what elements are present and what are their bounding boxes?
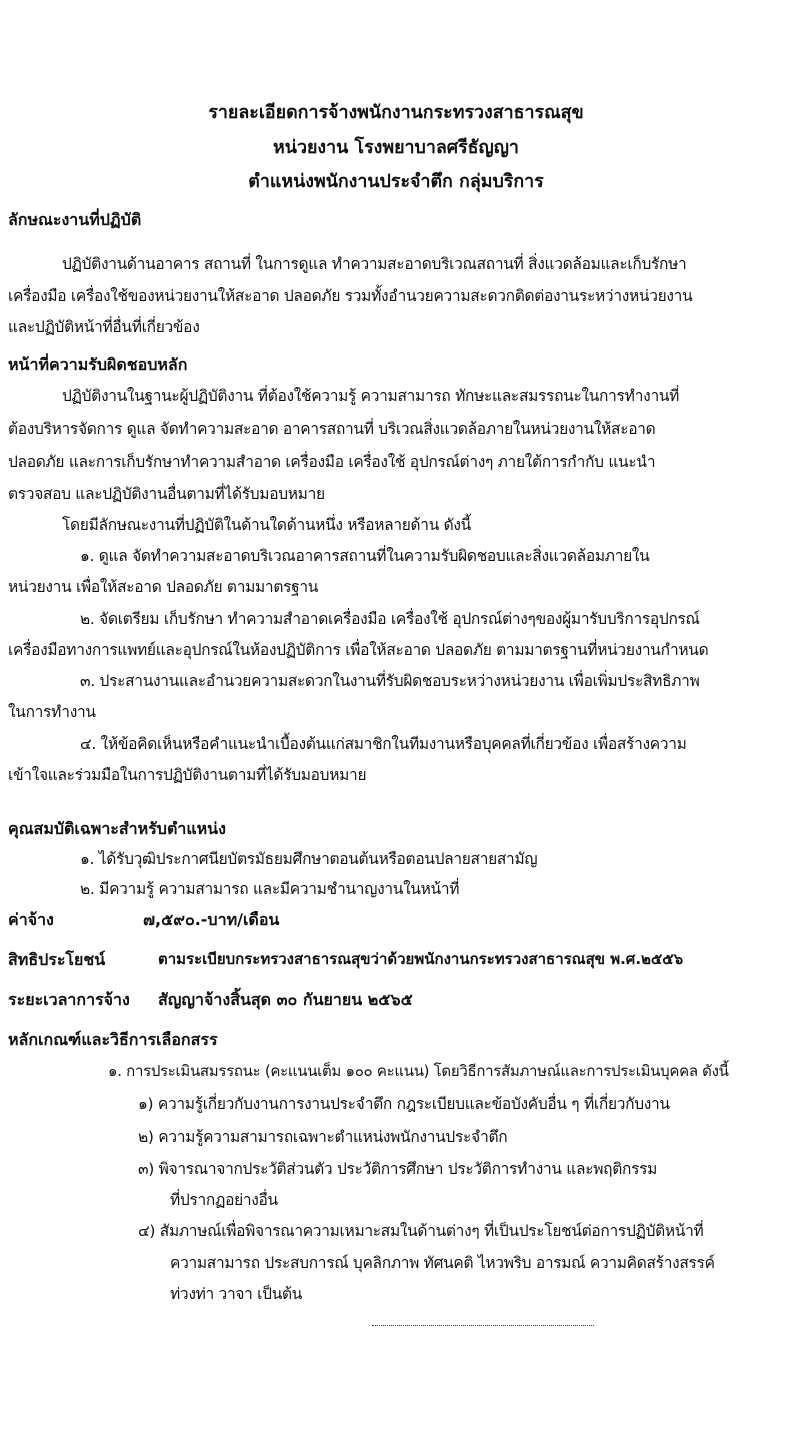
section-heading-qualifications: คุณสมบัติเฉพาะสำหรับตำแหน่ง (8, 819, 226, 838)
section-heading-duties: หน้าที่ความรับผิดชอบหลัก (8, 355, 188, 374)
duties-line: เครื่องมือทางการแพทย์และอุปกรณ์ในห้องปฏิบัติการ เพื่อให้สะอาด ปลอดภัย ตามมาตรฐานที่หน่วยงานกำหนด (8, 641, 709, 659)
duties-line: หน่วยงาน เพื่อให้สะอาด ปลอดภัย ตามมาตรฐาน (8, 578, 319, 596)
duties-line: ตรวจสอบ และปฏิบัติงานอื่นตามที่ได้รับมอบหมาย (8, 485, 325, 503)
title-line-1: รายละเอียดการจ้างพนักงานกระทรวงสาธารณสุข (208, 102, 584, 123)
period-value: สัญญาจ้างสิ้นสุด ๓๐ กันยายน ๒๕๖๕ (158, 990, 413, 1009)
qualification-item: ๒. มีความรู้ ความสามารถ และมีความชำนาญงานในหน้าที่ (80, 880, 460, 898)
benefits-value: ตามระเบียบกระทรวงสาธารณสุขว่าด้วยพนักงานกระทรวงสาธารณสุข พ.ศ.๒๕๕๖ (158, 950, 684, 968)
end-separator (372, 1325, 594, 1326)
nature-line: เครื่องมือ เครื่องใช้ของหน่วยงานให้สะอาด ปลอดภัย รวมทั้งอำนวยความสะดวกติดต่องานระหว่างหน่วยงาน (8, 287, 693, 305)
qualification-item: ๑. ได้รับวุฒิประกาศนียบัตรมัธยมศึกษาตอนต้นหรือตอนปลายสายสามัญ (80, 850, 538, 868)
title-line-3: ตำแหน่งพนักงานประจำตึก กลุ่มบริการ (248, 171, 544, 192)
duties-line: ในการทำงาน (8, 703, 96, 721)
period-label: ระยะเวลาการจ้าง (8, 990, 130, 1009)
duties-line: ๓. ประสานงานและอำนวยความสะดวกในงานที่รับผิดชอบระหว่างหน่วยงาน เพื่อเพิ่มประสิทธิภาพ (80, 672, 700, 690)
duties-line: ต้องบริหารจัดการ ดูแล จัดทำความสะอาด อาคารสถานที่ บริเวณสิ่งแวดล้อภายในหน่วยงานให้สะอาด (8, 420, 656, 438)
selection-main-item: ๑. การประเมินสมรรถนะ (คะแนนเต็ม ๑๐๐ คะแนน) โดยวิธีการสัมภาษณ์และการประเมินบุคคล ดังนี้ (108, 1062, 729, 1080)
selection-sub-item: ๒) ความรู้ความสามารถเฉพาะตำแหน่งพนักงานประจำตึก (138, 1128, 508, 1146)
duties-line: ๒. จัดเตรียม เก็บรักษา ทำความสำอาดเครื่องมือ เครื่องใช้ อุปกรณ์ต่างๆของผู้มารับบริการอุปกรณ์ (80, 610, 700, 628)
selection-sub-item: ท่วงท่า วาจา เป็นต้น (170, 1285, 303, 1303)
nature-line: และปฏิบัติหน้าที่อื่นที่เกี่ยวข้อง (8, 318, 200, 336)
selection-sub-item: ๓) พิจารณาจากประวัติส่วนตัว ประวัติการศึกษา ประวัติการทำงาน และพฤติกรรม (138, 1160, 658, 1178)
section-heading-nature: ลักษณะงานที่ปฏิบัติ (8, 210, 142, 229)
section-heading-selection: หลักเกณฑ์และวิธีการเลือกสรร (8, 1030, 218, 1049)
benefits-label: สิทธิประโยชน์ (8, 950, 106, 969)
wage-label: ค่าจ้าง (8, 910, 54, 929)
duties-line: ๔. ให้ข้อคิดเห็นหรือคำแนะนำเบื้องต้นแก่สมาชิกในทีมงานหรือบุคคลที่เกี่ยวข้อง เพื่อสร้างความ (80, 735, 687, 753)
nature-line: ปฏิบัติงานด้านอาคาร สถานที่ ในการดูแล ทำความสะอาดบริเวณสถานที่ สิ่งแวดล้อมและเก็บรักษา (62, 255, 687, 273)
selection-sub-item: ความสามารถ ประสบการณ์ บุคลิกภาพ ทัศนคติ ไหวพริบ อารมณ์ ความคิดสร้างสรรค์ (170, 1254, 715, 1272)
title-line-2: หน่วยงาน โรงพยาบาลศรีธัญญา (273, 137, 519, 158)
selection-sub-item: ที่ปรากฏอย่างอื่น (170, 1191, 278, 1209)
wage-value: ๗,๕๙๐.-บาท/เดือน (143, 910, 280, 929)
duties-line: ปลอดภัย และการเก็บรักษาทำความสำอาด เครื่องมือ เครื่องใช้ อุปกรณ์ต่างๆ ภายใต้การกำกับ แนะนำ (8, 453, 656, 471)
selection-sub-item: ๑) ความรู้เกี่ยวกับงานการงานประจำตึก กฎระเบียบและข้อบังคับอื่น ๆ ที่เกี่ยวกับงาน (138, 1095, 670, 1113)
duties-line: ปฏิบัติงานในฐานะผู้ปฏิบัติงาน ที่ต้องใช้ความรู้ ความสามารถ ทักษะและสมรรถนะในการทำงานที่ (62, 387, 680, 405)
duties-line: เข้าใจและร่วมมือในการปฏิบัติงานตามที่ได้รับมอบหมาย (8, 766, 367, 784)
selection-sub-item: ๔) สัมภาษณ์เพื่อพิจารณาความเหมาะสมในด้านต่างๆ ที่เป็นประโยชน์ต่อการปฏิบัติหน้าที่ (138, 1222, 704, 1240)
duties-line: ๑. ดูแล จัดทำความสะอาดบริเวณอาคารสถานที่ในความรับผิดชอบและสิ่งแวดล้อมภายใน (80, 547, 650, 565)
duties-line: โดยมีลักษณะงานที่ปฏิบัติในด้านใดด้านหนึ่ง หรือหลายด้าน ดังนี้ (62, 516, 471, 534)
